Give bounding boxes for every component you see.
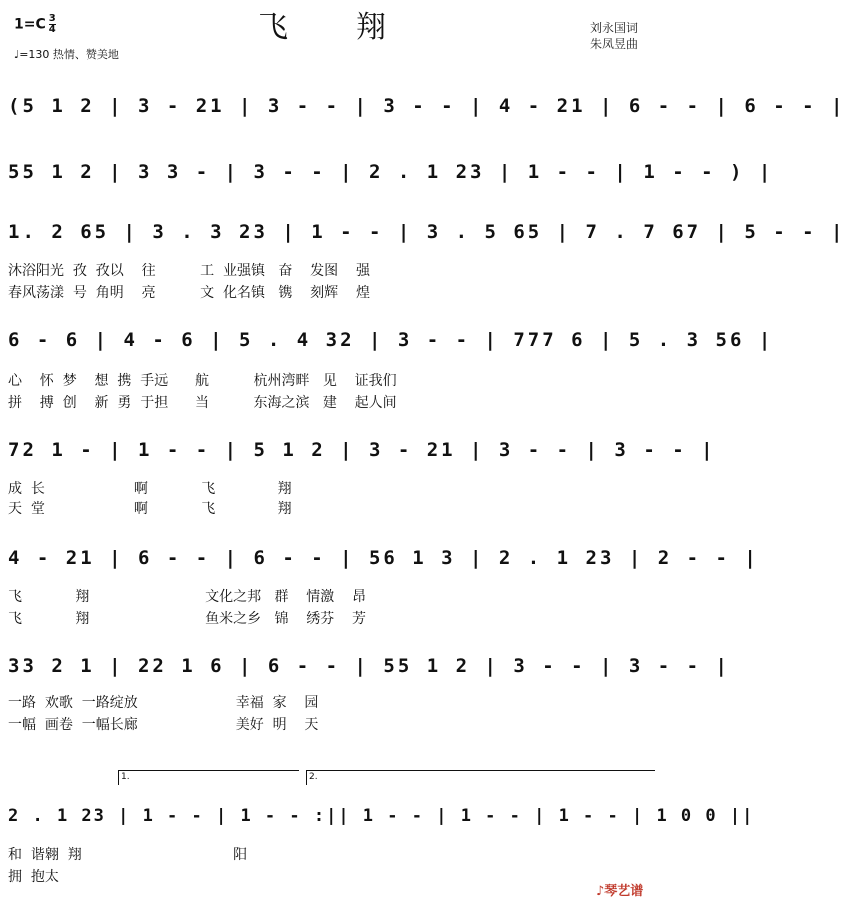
notation-text: 33 2 1 | 22 1 6 | 6 - - | 55 1 2 | 3 - - | 3 - - | <box>8 655 730 677</box>
lyric-verse-2: 拥 抱太 <box>8 869 59 885</box>
lyric-verse-2: 飞 翔 鱼米之乡 锦 绣芬 芳 <box>8 611 367 627</box>
notation-text: 55 1 2 | 3 3 - | 3 - - | 2 . 1 23 | 1 - - | 1 - - ) | <box>8 161 774 183</box>
tempo-marking: ♩=130 热情、赞美地 <box>14 48 119 61</box>
lyric-verse-1: 和 谐翱 翔 阳 <box>8 847 248 863</box>
credits <box>590 20 638 52</box>
lyric-verse-1: 沐浴阳光 孜 孜以 往 工 业强镇 奋 发图 强 <box>8 263 370 279</box>
notation-line <box>0 794 755 838</box>
key-signature: 1=C $\frac{3}{4}$ <box>14 13 56 35</box>
first-ending-bracket: 1. <box>118 770 299 785</box>
notation-line <box>0 644 730 688</box>
notation-line <box>0 210 845 254</box>
watermark-logo-icon: ♪ <box>596 884 605 899</box>
lyric-verse-2: 春风荡漾 号 角明 亮 文 化名镇 镌 刻辉 煌 <box>8 285 370 301</box>
notation-text: 6 - 6 | 4 - 6 | 5 . 4 32 | 3 - - | 777 6 | 5 . 3 56 | <box>8 329 774 351</box>
lyric-verse-2: 一幅 画卷 一幅长廊 美好 明 天 <box>8 717 319 733</box>
lyric-verse-2: 拼 搏 创 新 勇 于担 当 东海之滨 建 起人间 <box>8 395 397 411</box>
lyricist-credit: 刘永国词 <box>590 21 639 35</box>
notation-line <box>0 536 759 580</box>
composer-credit: 朱凤昱曲 <box>590 37 639 51</box>
lyric-verse-2: 天 堂 啊 飞 翔 <box>8 501 292 517</box>
notation-text: 4 - 21 | 6 - - | 6 - - | 56 1 3 | 2 . 1 23 | 2 - - | <box>8 547 759 569</box>
notation-text: 72 1 - | 1 - - | 5 1 2 | 3 - 21 | 3 - - | 3 - - | <box>8 439 716 461</box>
lyric-verse-1: 心 怀 梦 想 携 手远 航 杭州湾畔 见 证我们 <box>8 373 397 389</box>
notation-text: (5 1 2 | 3 - 21 | 3 - - | 3 - - | 4 - 21 | 6 - - | 6 - - | <box>8 95 845 117</box>
site-watermark: ♪琴艺谱 <box>596 884 644 899</box>
lyric-verse-1: 飞 翔 文化之邦 群 情激 昂 <box>8 589 367 605</box>
notation-line <box>0 150 774 194</box>
second-ending-bracket: 2. <box>306 770 655 785</box>
notation-text: 2 . 1 23 | 1 - - | 1 - - :|| 1 - - | 1 - - | 1 - - | 1 0 0 || <box>8 806 755 826</box>
song-title: 飞翔 <box>258 10 454 45</box>
lyric-verse-1: 一路 欢歌 一路绽放 幸福 家 园 <box>8 695 319 711</box>
notation-line <box>0 84 845 128</box>
notation-line <box>0 428 716 472</box>
lyric-verse-1: 成 长 啊 飞 翔 <box>8 481 292 497</box>
notation-line <box>0 318 774 362</box>
time-signature: $\frac{3}{4}$ <box>48 13 56 35</box>
notation-text: 1. 2 65 | 3 . 3 23 | 1 - - | 3 . 5 65 | 7 . 7 67 | 5 - - | <box>8 221 845 243</box>
